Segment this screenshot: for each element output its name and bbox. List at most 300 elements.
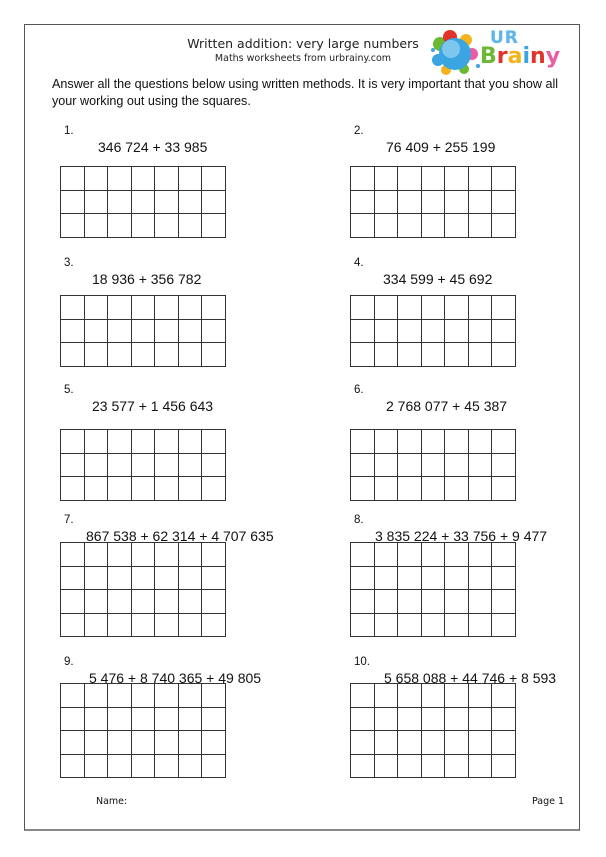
question-number: 8. bbox=[354, 514, 364, 526]
grid-square[interactable] bbox=[108, 190, 132, 214]
grid-square[interactable] bbox=[398, 453, 422, 477]
grid-square[interactable] bbox=[351, 319, 375, 343]
question-number: 10. bbox=[354, 656, 370, 668]
grid-square[interactable] bbox=[398, 477, 422, 501]
grid-square[interactable] bbox=[421, 707, 445, 731]
working-grid bbox=[350, 166, 516, 238]
worksheet-subtitle: Maths worksheets from urbrainy.com bbox=[214, 53, 392, 64]
grid-row bbox=[61, 167, 226, 191]
grid-square[interactable] bbox=[178, 190, 202, 214]
grid-square[interactable] bbox=[351, 707, 375, 731]
grid-square[interactable] bbox=[155, 453, 179, 477]
grid-square[interactable] bbox=[468, 707, 492, 731]
grid-square[interactable] bbox=[131, 190, 155, 214]
working-grid bbox=[60, 683, 226, 778]
grid-square[interactable] bbox=[374, 430, 398, 454]
grid-square[interactable] bbox=[374, 477, 398, 501]
grid-square[interactable] bbox=[178, 613, 202, 637]
grid-square[interactable] bbox=[492, 566, 516, 590]
grid-square[interactable] bbox=[108, 754, 132, 778]
grid-square[interactable] bbox=[398, 684, 422, 708]
question-expression: 2 768 077 + 45 387 bbox=[386, 398, 508, 414]
grid-square[interactable] bbox=[421, 543, 445, 567]
grid-square[interactable] bbox=[421, 190, 445, 214]
grid-square[interactable] bbox=[178, 430, 202, 454]
grid-square[interactable] bbox=[202, 190, 226, 214]
grid-square[interactable] bbox=[492, 190, 516, 214]
grid-square[interactable] bbox=[445, 754, 469, 778]
grid-square[interactable] bbox=[84, 590, 108, 614]
brain-globe-icon bbox=[428, 28, 488, 78]
grid-square[interactable] bbox=[84, 731, 108, 755]
grid-square[interactable] bbox=[398, 731, 422, 755]
grid-square[interactable] bbox=[84, 477, 108, 501]
grid-square[interactable] bbox=[61, 731, 85, 755]
grid-square[interactable] bbox=[492, 477, 516, 501]
grid-row bbox=[351, 566, 516, 590]
grid-square[interactable] bbox=[202, 430, 226, 454]
grid-square[interactable] bbox=[468, 477, 492, 501]
grid-row bbox=[351, 477, 516, 501]
grid-square[interactable] bbox=[84, 319, 108, 343]
grid-square[interactable] bbox=[374, 214, 398, 238]
grid-square[interactable] bbox=[178, 167, 202, 191]
grid-square[interactable] bbox=[131, 167, 155, 191]
grid-square[interactable] bbox=[351, 296, 375, 320]
grid-square[interactable] bbox=[468, 543, 492, 567]
grid-square[interactable] bbox=[108, 453, 132, 477]
grid-square[interactable] bbox=[155, 684, 179, 708]
grid-square[interactable] bbox=[178, 684, 202, 708]
grid-square[interactable] bbox=[492, 613, 516, 637]
grid-square[interactable] bbox=[61, 684, 85, 708]
grid-square[interactable] bbox=[178, 590, 202, 614]
grid-square[interactable] bbox=[61, 477, 85, 501]
grid-row bbox=[61, 590, 226, 614]
grid-square[interactable] bbox=[468, 566, 492, 590]
grid-square[interactable] bbox=[155, 343, 179, 367]
grid-square[interactable] bbox=[131, 613, 155, 637]
grid-square[interactable] bbox=[202, 613, 226, 637]
grid-square[interactable] bbox=[351, 684, 375, 708]
grid-square[interactable] bbox=[445, 190, 469, 214]
grid-square[interactable] bbox=[492, 684, 516, 708]
grid-square[interactable] bbox=[155, 543, 179, 567]
grid-square[interactable] bbox=[202, 343, 226, 367]
grid-square[interactable] bbox=[202, 167, 226, 191]
grid-square[interactable] bbox=[61, 707, 85, 731]
grid-row bbox=[61, 707, 226, 731]
working-grid bbox=[60, 429, 226, 501]
question-expression: 3 835 224 + 33 756 + 9 477 bbox=[375, 528, 548, 544]
grid-square[interactable] bbox=[421, 477, 445, 501]
question-number: 9. bbox=[64, 656, 74, 668]
grid-square[interactable] bbox=[374, 684, 398, 708]
grid-row bbox=[351, 684, 516, 708]
grid-square[interactable] bbox=[108, 684, 132, 708]
grid-square[interactable] bbox=[108, 296, 132, 320]
grid-square[interactable] bbox=[374, 613, 398, 637]
grid-square[interactable] bbox=[374, 543, 398, 567]
grid-square[interactable] bbox=[108, 477, 132, 501]
grid-square[interactable] bbox=[178, 214, 202, 238]
grid-square[interactable] bbox=[108, 613, 132, 637]
question-expression: 346 724 + 33 985 bbox=[98, 139, 208, 155]
grid-square[interactable] bbox=[374, 754, 398, 778]
grid-square[interactable] bbox=[445, 477, 469, 501]
grid-square[interactable] bbox=[84, 707, 108, 731]
grid-square[interactable] bbox=[468, 430, 492, 454]
grid-row bbox=[61, 430, 226, 454]
grid-square[interactable] bbox=[374, 566, 398, 590]
grid-square[interactable] bbox=[108, 214, 132, 238]
grid-square[interactable] bbox=[202, 590, 226, 614]
grid-square[interactable] bbox=[84, 453, 108, 477]
grid-square[interactable] bbox=[84, 190, 108, 214]
working-grid bbox=[350, 429, 516, 501]
grid-square[interactable] bbox=[421, 731, 445, 755]
grid-square[interactable] bbox=[351, 590, 375, 614]
grid-square[interactable] bbox=[492, 319, 516, 343]
grid-square[interactable] bbox=[398, 214, 422, 238]
grid-square[interactable] bbox=[155, 214, 179, 238]
grid-square[interactable] bbox=[374, 296, 398, 320]
grid-square[interactable] bbox=[398, 590, 422, 614]
question-number: 7. bbox=[64, 514, 74, 526]
grid-square[interactable] bbox=[445, 453, 469, 477]
grid-square[interactable] bbox=[445, 319, 469, 343]
grid-square[interactable] bbox=[421, 453, 445, 477]
grid-square[interactable] bbox=[61, 453, 85, 477]
question-expression: 5 658 088 + 44 746 + 8 593 bbox=[384, 670, 557, 686]
grid-square[interactable] bbox=[492, 167, 516, 191]
grid-row bbox=[351, 296, 516, 320]
working-grid bbox=[60, 295, 226, 367]
grid-square[interactable] bbox=[84, 167, 108, 191]
grid-square[interactable] bbox=[84, 430, 108, 454]
grid-square[interactable] bbox=[108, 590, 132, 614]
grid-square[interactable] bbox=[398, 167, 422, 191]
grid-square[interactable] bbox=[492, 214, 516, 238]
grid-square[interactable] bbox=[61, 566, 85, 590]
grid-square[interactable] bbox=[351, 613, 375, 637]
grid-square[interactable] bbox=[61, 296, 85, 320]
worksheet-title: Written addition: very large numbers bbox=[187, 36, 419, 51]
grid-square[interactable] bbox=[398, 754, 422, 778]
grid-square[interactable] bbox=[84, 566, 108, 590]
grid-row bbox=[351, 214, 516, 238]
grid-square[interactable] bbox=[492, 590, 516, 614]
grid-square[interactable] bbox=[155, 319, 179, 343]
grid-row bbox=[351, 453, 516, 477]
grid-square[interactable] bbox=[131, 590, 155, 614]
question-number: 6. bbox=[354, 384, 364, 396]
grid-row bbox=[351, 190, 516, 214]
grid-square[interactable] bbox=[398, 343, 422, 367]
grid-square[interactable] bbox=[61, 167, 85, 191]
grid-square[interactable] bbox=[374, 590, 398, 614]
grid-square[interactable] bbox=[202, 754, 226, 778]
grid-square[interactable] bbox=[351, 343, 375, 367]
grid-square[interactable] bbox=[445, 214, 469, 238]
grid-square[interactable] bbox=[468, 731, 492, 755]
grid-square[interactable] bbox=[108, 343, 132, 367]
grid-square[interactable] bbox=[374, 190, 398, 214]
grid-square[interactable] bbox=[351, 731, 375, 755]
grid-square[interactable] bbox=[131, 543, 155, 567]
grid-row bbox=[351, 707, 516, 731]
grid-square[interactable] bbox=[84, 543, 108, 567]
grid-row bbox=[61, 477, 226, 501]
grid-square[interactable] bbox=[492, 453, 516, 477]
grid-square[interactable] bbox=[108, 319, 132, 343]
grid-square[interactable] bbox=[374, 453, 398, 477]
grid-square[interactable] bbox=[351, 543, 375, 567]
grid-square[interactable] bbox=[351, 214, 375, 238]
logo-letter: a bbox=[507, 44, 523, 69]
grid-square[interactable] bbox=[61, 430, 85, 454]
grid-square[interactable] bbox=[421, 296, 445, 320]
grid-square[interactable] bbox=[468, 319, 492, 343]
grid-square[interactable] bbox=[351, 566, 375, 590]
grid-square[interactable] bbox=[61, 214, 85, 238]
working-grid bbox=[350, 542, 516, 637]
grid-square[interactable] bbox=[202, 477, 226, 501]
grid-square[interactable] bbox=[492, 707, 516, 731]
grid-square[interactable] bbox=[202, 543, 226, 567]
grid-square[interactable] bbox=[202, 566, 226, 590]
logo-letter: n bbox=[530, 44, 546, 69]
grid-square[interactable] bbox=[155, 613, 179, 637]
grid-square[interactable] bbox=[131, 566, 155, 590]
grid-row bbox=[351, 754, 516, 778]
grid-square[interactable] bbox=[468, 453, 492, 477]
grid-square[interactable] bbox=[421, 214, 445, 238]
grid-square[interactable] bbox=[445, 613, 469, 637]
grid-square[interactable] bbox=[61, 190, 85, 214]
grid-square[interactable] bbox=[202, 214, 226, 238]
grid-square[interactable] bbox=[398, 543, 422, 567]
grid-square[interactable] bbox=[155, 707, 179, 731]
grid-square[interactable] bbox=[178, 543, 202, 567]
grid-square[interactable] bbox=[61, 613, 85, 637]
grid-square[interactable] bbox=[155, 731, 179, 755]
grid-square[interactable] bbox=[445, 167, 469, 191]
grid-square[interactable] bbox=[155, 590, 179, 614]
grid-square[interactable] bbox=[374, 319, 398, 343]
grid-square[interactable] bbox=[468, 684, 492, 708]
grid-square[interactable] bbox=[155, 296, 179, 320]
question-number: 4. bbox=[354, 257, 364, 269]
grid-square[interactable] bbox=[178, 707, 202, 731]
grid-square[interactable] bbox=[398, 707, 422, 731]
question-expression: 867 538 + 62 314 + 4 707 635 bbox=[86, 528, 274, 544]
grid-square[interactable] bbox=[468, 754, 492, 778]
grid-square[interactable] bbox=[131, 754, 155, 778]
grid-square[interactable] bbox=[445, 707, 469, 731]
grid-row bbox=[351, 613, 516, 637]
grid-square[interactable] bbox=[468, 214, 492, 238]
grid-square[interactable] bbox=[445, 731, 469, 755]
grid-square[interactable] bbox=[398, 319, 422, 343]
grid-square[interactable] bbox=[108, 167, 132, 191]
grid-square[interactable] bbox=[84, 343, 108, 367]
grid-square[interactable] bbox=[398, 296, 422, 320]
grid-square[interactable] bbox=[445, 343, 469, 367]
grid-square[interactable] bbox=[374, 707, 398, 731]
grid-square[interactable] bbox=[131, 684, 155, 708]
grid-square[interactable] bbox=[61, 754, 85, 778]
grid-square[interactable] bbox=[108, 707, 132, 731]
grid-row bbox=[61, 613, 226, 637]
grid-square[interactable] bbox=[492, 343, 516, 367]
name-label: Name: bbox=[96, 796, 128, 807]
grid-square[interactable] bbox=[131, 430, 155, 454]
question-number: 3. bbox=[64, 257, 74, 269]
working-grid bbox=[350, 683, 516, 778]
grid-square[interactable] bbox=[421, 754, 445, 778]
question-number: 2. bbox=[354, 125, 364, 137]
grid-row bbox=[61, 343, 226, 367]
grid-row bbox=[351, 430, 516, 454]
grid-square[interactable] bbox=[445, 684, 469, 708]
grid-square[interactable] bbox=[421, 430, 445, 454]
grid-square[interactable] bbox=[421, 343, 445, 367]
grid-square[interactable] bbox=[108, 731, 132, 755]
logo-letter: B bbox=[480, 44, 497, 69]
grid-square[interactable] bbox=[398, 566, 422, 590]
grid-square[interactable] bbox=[468, 590, 492, 614]
grid-square[interactable] bbox=[202, 453, 226, 477]
grid-square[interactable] bbox=[84, 684, 108, 708]
grid-square[interactable] bbox=[492, 296, 516, 320]
grid-row bbox=[351, 731, 516, 755]
grid-square[interactable] bbox=[351, 190, 375, 214]
grid-square[interactable] bbox=[84, 214, 108, 238]
grid-square[interactable] bbox=[61, 343, 85, 367]
grid-row bbox=[61, 319, 226, 343]
grid-square[interactable] bbox=[468, 613, 492, 637]
grid-square[interactable] bbox=[445, 566, 469, 590]
grid-square[interactable] bbox=[178, 453, 202, 477]
grid-square[interactable] bbox=[155, 167, 179, 191]
grid-square[interactable] bbox=[351, 477, 375, 501]
grid-square[interactable] bbox=[178, 754, 202, 778]
grid-square[interactable] bbox=[445, 543, 469, 567]
grid-square[interactable] bbox=[131, 477, 155, 501]
grid-square[interactable] bbox=[131, 343, 155, 367]
grid-square[interactable] bbox=[155, 477, 179, 501]
urbrainy-logo bbox=[428, 28, 561, 78]
grid-square[interactable] bbox=[84, 754, 108, 778]
working-grid bbox=[60, 542, 226, 637]
grid-square[interactable] bbox=[374, 167, 398, 191]
grid-square[interactable] bbox=[351, 754, 375, 778]
grid-square[interactable] bbox=[421, 167, 445, 191]
grid-row bbox=[61, 684, 226, 708]
grid-square[interactable] bbox=[492, 543, 516, 567]
grid-square[interactable] bbox=[445, 590, 469, 614]
grid-square[interactable] bbox=[61, 590, 85, 614]
grid-square[interactable] bbox=[155, 754, 179, 778]
working-grid bbox=[60, 166, 226, 238]
grid-row bbox=[61, 214, 226, 238]
logo-letter: r bbox=[496, 44, 508, 69]
grid-square[interactable] bbox=[178, 477, 202, 501]
grid-square[interactable] bbox=[155, 566, 179, 590]
grid-square[interactable] bbox=[202, 707, 226, 731]
grid-square[interactable] bbox=[468, 190, 492, 214]
grid-square[interactable] bbox=[131, 319, 155, 343]
grid-square[interactable] bbox=[108, 566, 132, 590]
grid-row bbox=[351, 543, 516, 567]
question-expression: 76 409 + 255 199 bbox=[386, 139, 496, 155]
grid-square[interactable] bbox=[468, 167, 492, 191]
grid-square[interactable] bbox=[178, 343, 202, 367]
grid-square[interactable] bbox=[421, 590, 445, 614]
grid-square[interactable] bbox=[468, 343, 492, 367]
grid-square[interactable] bbox=[445, 296, 469, 320]
grid-square[interactable] bbox=[202, 296, 226, 320]
grid-square[interactable] bbox=[131, 731, 155, 755]
grid-square[interactable] bbox=[131, 214, 155, 238]
grid-square[interactable] bbox=[61, 319, 85, 343]
grid-square[interactable] bbox=[421, 566, 445, 590]
grid-square[interactable] bbox=[84, 296, 108, 320]
grid-square[interactable] bbox=[374, 731, 398, 755]
grid-square[interactable] bbox=[202, 319, 226, 343]
grid-square[interactable] bbox=[178, 566, 202, 590]
grid-square[interactable] bbox=[445, 430, 469, 454]
grid-square[interactable] bbox=[421, 613, 445, 637]
grid-square[interactable] bbox=[108, 543, 132, 567]
grid-square[interactable] bbox=[398, 613, 422, 637]
grid-square[interactable] bbox=[492, 430, 516, 454]
grid-square[interactable] bbox=[108, 430, 132, 454]
grid-square[interactable] bbox=[131, 453, 155, 477]
grid-square[interactable] bbox=[468, 296, 492, 320]
grid-square[interactable] bbox=[131, 296, 155, 320]
grid-square[interactable] bbox=[84, 613, 108, 637]
page-number: Page 1 bbox=[532, 796, 565, 807]
grid-square[interactable] bbox=[492, 731, 516, 755]
grid-square[interactable] bbox=[421, 684, 445, 708]
grid-square[interactable] bbox=[202, 684, 226, 708]
grid-square[interactable] bbox=[178, 296, 202, 320]
grid-square[interactable] bbox=[351, 167, 375, 191]
grid-square[interactable] bbox=[351, 453, 375, 477]
grid-square[interactable] bbox=[131, 707, 155, 731]
grid-square[interactable] bbox=[351, 430, 375, 454]
question-expression: 5 476 + 8 740 365 + 49 805 bbox=[89, 670, 262, 686]
grid-square[interactable] bbox=[155, 190, 179, 214]
grid-square[interactable] bbox=[492, 754, 516, 778]
grid-row bbox=[61, 296, 226, 320]
grid-square[interactable] bbox=[178, 319, 202, 343]
logo-text-ur: UR bbox=[490, 28, 519, 48]
logo-letter: y bbox=[545, 44, 561, 69]
grid-square[interactable] bbox=[202, 731, 226, 755]
grid-square[interactable] bbox=[374, 343, 398, 367]
grid-row bbox=[61, 731, 226, 755]
grid-square[interactable] bbox=[61, 543, 85, 567]
grid-square[interactable] bbox=[178, 731, 202, 755]
grid-square[interactable] bbox=[398, 430, 422, 454]
grid-square[interactable] bbox=[421, 319, 445, 343]
grid-row bbox=[61, 566, 226, 590]
grid-square[interactable] bbox=[398, 190, 422, 214]
grid-square[interactable] bbox=[155, 430, 179, 454]
